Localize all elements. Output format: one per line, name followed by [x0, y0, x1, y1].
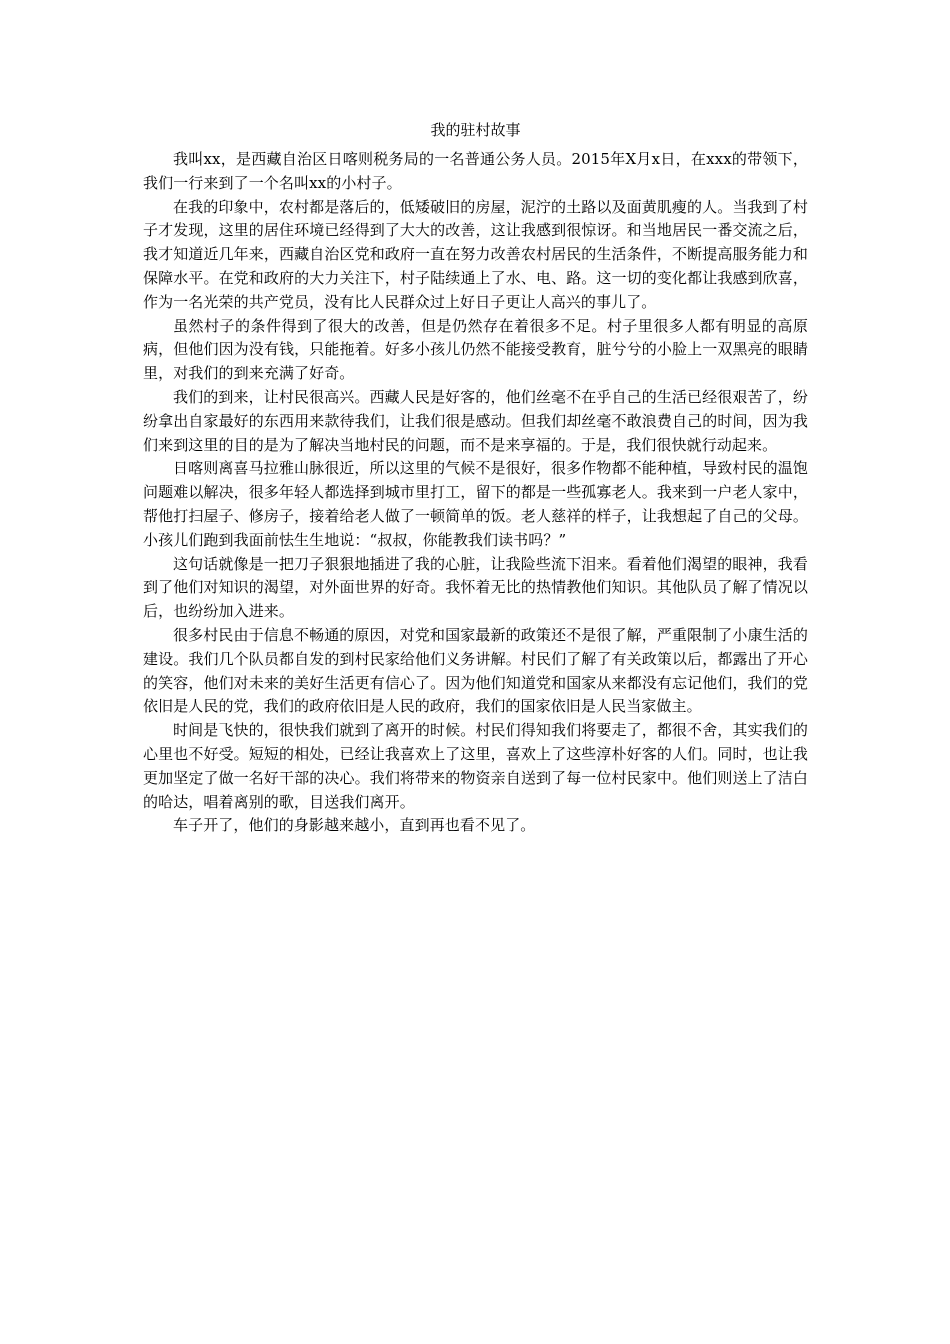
paragraph-5: 日喀则离喜马拉雅山脉很近，所以这里的气候不是很好，很多作物都不能种植，导致村民的温饱问题难以解决，很多年轻人都选择到城市里打工，留下的都是一些孤寡老人。我来到一户老人家中，帮他打扫屋子、修房子，接着给老人做了一顿简单的饭。老人慈祥的样子，让我想起了自己的父母。小孩儿们跑到我面前怯生生地说：“叔叔，你能教我们读书吗？”: [143, 459, 808, 549]
paragraph-2: 在我的印象中，农村都是落后的，低矮破旧的房屋，泥泞的土路以及面黄肌瘦的人。当我到了村子才发现，这里的居住环境已经得到了大大的改善，这让我感到很惊讶。和当地居民一番交流之后，我才知道近几年来，西藏自治区党和政府一直在努力改善农村居民的生活条件，不断提高服务能力和保障水平。在党和政府的大力关注下，村子陆续通上了水、电、路。这一切的变化都让我感到欣喜，作为一名光荣的共产党员，没有比人民群众过上好日子更让人高兴的事儿了。: [143, 197, 808, 311]
paragraph-4: 我们的到来，让村民很高兴。西藏人民是好客的，他们丝毫不在乎自己的生活已经很艰苦了，纷纷拿出自家最好的东西用来款待我们，让我们很是感动。但我们却丝毫不敢浪费自己的时间，因为我们来到这里的目的是为了解决当地村民的问题，而不是来享福的。于是，我们很快就行动起来。: [143, 387, 808, 454]
paragraph-8: 时间是飞快的，很快我们就到了离开的时候。村民们得知我们将要走了，都很不舍，其实我们的心里也不好受。短短的相处，已经让我喜欢上了这里，喜欢上了这些淳朴好客的人们。同时，也让我更加坚定了做一名好干部的决心。我们将带来的物资亲自送到了每一位村民家中。他们则送上了洁白的哈达，唱着离别的歌，目送我们离开。: [143, 721, 808, 811]
document-title: 我的驻村故事: [430, 121, 521, 139]
document-page: [143, 118, 808, 838]
paragraph-1: 我叫xx，是西藏自治区日喀则税务局的一名普通公务人员。2015年X月x日，在xxx的带领下，我们一行来到了一个名叫xx的小村子。: [143, 150, 808, 192]
paragraph-6: 这句话就像是一把刀子狠狠地插进了我的心脏，让我险些流下泪来。看着他们渴望的眼神，我看到了他们对知识的渴望，对外面世界的好奇。我怀着无比的热情教他们知识。其他队员了解了情况以后，也纷纷加入进来。: [143, 554, 808, 621]
paragraph-3: 虽然村子的条件得到了很大的改善，但是仍然存在着很多不足。村子里很多人都有明显的高原病，但他们因为没有钱，只能拖着。好多小孩儿仍然不能接受教育，脏兮兮的小脸上一双黑亮的眼睛里，对我们的到来充满了好奇。: [143, 316, 808, 383]
paragraph-7: 很多村民由于信息不畅通的原因，对党和国家最新的政策还不是很了解，严重限制了小康生活的建设。我们几个队员都自发的到村民家给他们义务讲解。村民们了解了有关政策以后，都露出了开心的笑容，他们对未来的美好生活更有信心了。因为他们知道党和国家从来都没有忘记他们，我们的党依旧是人民的党，我们的政府依旧是人民的政府，我们的国家依旧是人民当家做主。: [143, 625, 808, 716]
paragraph-9: 车子开了，他们的身影越来越小，直到再也看不见了。: [173, 816, 536, 835]
